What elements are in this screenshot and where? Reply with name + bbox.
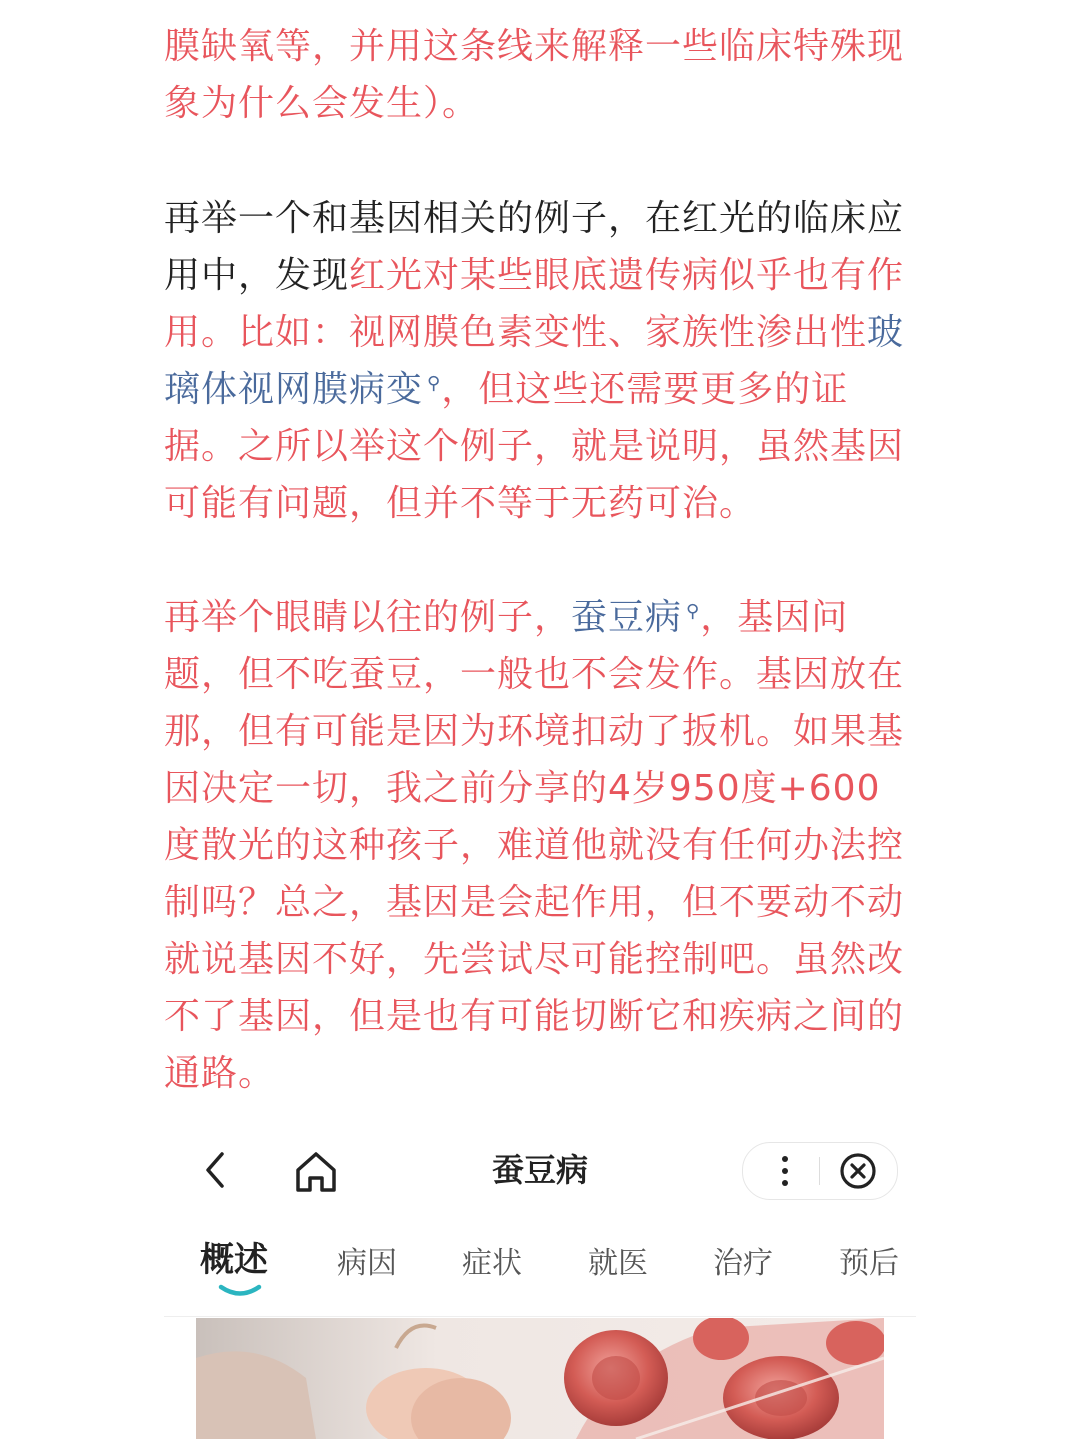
tab-prognosis[interactable]: 预后 [839, 1246, 899, 1281]
tab-overview[interactable]: 概述 [200, 1240, 268, 1280]
link-favism[interactable]: 蚕豆病 [571, 597, 683, 638]
paragraph-1-text: 膜缺氧等，并用这条线来解释一些临床特殊现象为什么会发生）。 [164, 26, 905, 124]
mini-program-topbar [164, 1134, 916, 1210]
link-fevr[interactable]: 玻璃体视网膜病变 [164, 312, 905, 410]
capsule-divider [819, 1157, 820, 1185]
paragraph-2 [164, 190, 916, 532]
tab-cause[interactable]: 病因 [337, 1246, 397, 1281]
paragraph-3 [164, 589, 916, 1102]
tab-bar [164, 1232, 916, 1317]
paragraph-3-intro: 再举个眼睛以往的例子， [164, 597, 572, 638]
active-tab-indicator [218, 1284, 262, 1298]
more-button[interactable] [767, 1153, 803, 1189]
tab-visit-doctor[interactable]: 就医 [588, 1246, 648, 1281]
tab-treatment[interactable]: 治疗 [713, 1246, 773, 1281]
search-icon[interactable]: ⚲ [686, 601, 701, 622]
more-vertical-icon [767, 1153, 803, 1189]
article-body [164, 18, 916, 1102]
paragraph-1 [164, 18, 916, 132]
paragraph-2-intro: 再举一个和基因相关的例子，在红光的临床应用中，发现 [164, 198, 905, 296]
search-icon[interactable]: ⚲ [427, 373, 442, 394]
capsule-menu [742, 1142, 898, 1200]
paragraph-3-rest: ，基因问题，但不吃蚕豆，一般也不会发作。基因放在那，但有可能是因为环境扣动了扳机。如果基因决定一切，我之前分享的4岁950度+600度散光的这种孩子，难道他就没有任何办法控制吗？总之，基因是会起作用，但不要动不动就说基因不好，先尝试尽可能控制吧。虽然改不了基因，但是也有可能切断它和疾病之间的通路。 [164, 597, 905, 1094]
close-circle-icon [839, 1152, 877, 1190]
close-button[interactable] [839, 1152, 877, 1190]
paragraph-2-rest: ，但这些还需要更多的证据。之所以举这个例子，就是说明，虽然基因可能有问题，但并不等于无药可治。 [164, 369, 905, 524]
hero-illustration [196, 1318, 884, 1439]
paragraph-2-highlight: 红光对某些眼底遗传病似乎也有作用。比如：视网膜色素变性、家族性渗出性 [164, 255, 905, 353]
tab-symptoms[interactable]: 症状 [462, 1246, 522, 1281]
page-title: 蚕豆病 [491, 1151, 588, 1189]
medical-illustration [196, 1318, 884, 1439]
